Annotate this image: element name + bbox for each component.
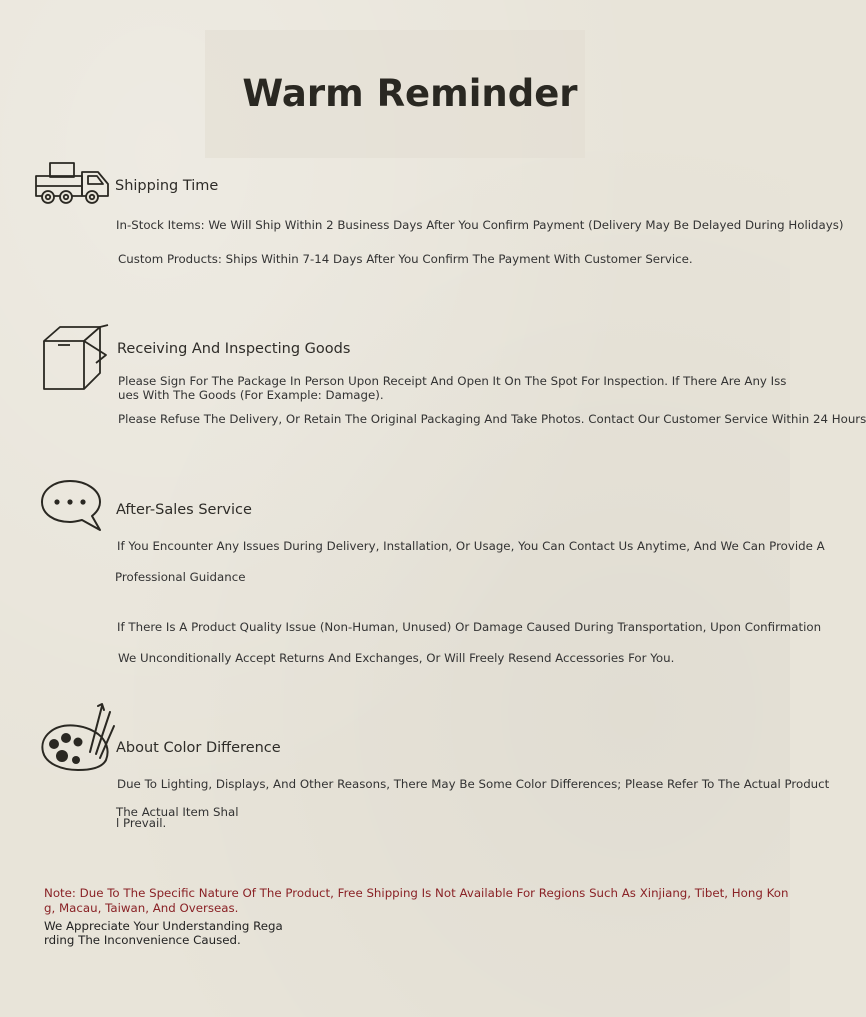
receiving-line-3: Please Refuse The Delivery, Or Retain The Original Packaging And Take Photos. Contact Our Customer Service Within 24 Hours — [118, 412, 866, 426]
note-line-3: We Appreciate Your Understanding Rega — [44, 919, 283, 933]
speech-bubble-icon — [40, 478, 104, 538]
after-sales-line-4: We Unconditionally Accept Returns And Exchanges, Or Will Freely Resend Accessories For You. — [118, 651, 675, 665]
note-line-1: Note: Due To The Specific Nature Of The Product, Free Shipping Is Not Available For Regions Such As Xinjiang, Tibet, Hong Kon — [44, 886, 789, 900]
note-line-4: rding The Inconvenience Caused. — [44, 933, 241, 947]
section-heading-shipping: Shipping Time — [115, 178, 219, 194]
after-sales-line-1: If You Encounter Any Issues During Delivery, Installation, Or Usage, You Can Contact Us Anytime, And We Can Provide A — [117, 539, 825, 553]
color-line-3: l Prevail. — [116, 816, 167, 830]
paint-palette-icon — [40, 702, 116, 778]
section-heading-color: About Color Difference — [116, 740, 281, 756]
note-line-2: g, Macau, Taiwan, And Overseas. — [44, 901, 239, 915]
receiving-line-1: Please Sign For The Package In Person Upon Receipt And Open It On The Spot For Inspection. If There Are Any Iss — [118, 374, 787, 388]
after-sales-line-2: Professional Guidance — [115, 570, 246, 584]
receiving-line-2: ues With The Goods (For Example: Damage). — [118, 388, 384, 402]
after-sales-line-3: If There Is A Product Quality Issue (Non-Human, Unused) Or Damage Caused During Transportation, Upon Confirmation — [117, 620, 822, 634]
section-heading-receiving: Receiving And Inspecting Goods — [117, 341, 351, 357]
box-icon — [40, 323, 112, 399]
color-line-2: The Actual Item Shal — [116, 805, 239, 819]
section-heading-after-sales: After-Sales Service — [116, 502, 252, 518]
page-title: Warm Reminder — [242, 72, 578, 115]
shipping-line-1: In-Stock Items: We Will Ship Within 2 Business Days After You Confirm Payment (Delivery May Be Delayed During Holidays) — [116, 218, 844, 232]
truck-icon — [34, 160, 112, 210]
shipping-line-2: Custom Products: Ships Within 7-14 Days After You Confirm The Payment With Customer Service. — [118, 252, 693, 266]
color-line-1: Due To Lighting, Displays, And Other Reasons, There May Be Some Color Differences; Please Refer To The Actual Product — [117, 777, 830, 791]
